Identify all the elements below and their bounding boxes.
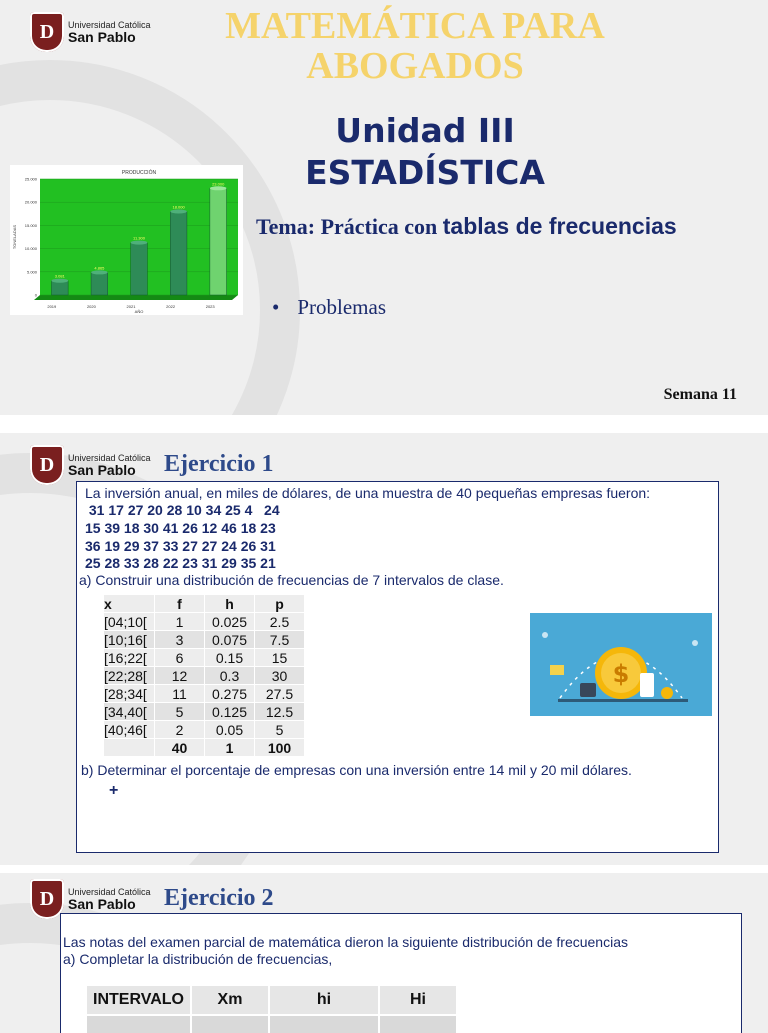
x-tick-label: 2019	[47, 304, 57, 309]
table-row: [10;16[ 3 0.075 7.5	[104, 631, 305, 649]
exercise-box	[60, 913, 742, 1033]
data-label: 18.000	[172, 204, 185, 210]
x-tick-label: 2021	[126, 304, 136, 309]
shield-icon: D	[30, 879, 64, 919]
slide-title	[0, 0, 768, 415]
bar-top	[91, 270, 108, 274]
data-row: 15 39 18 30 41 26 12 46 18 23	[85, 520, 276, 536]
unit-title: Unidad III ESTADÍSTICA	[305, 111, 545, 192]
x-tick-label: 2023	[205, 304, 215, 309]
bar-top	[51, 279, 68, 283]
logo-line2: San Pablo	[68, 28, 136, 45]
shield-icon: D	[30, 445, 64, 485]
bar	[91, 272, 108, 295]
exercise-title: Ejercicio 2	[164, 885, 274, 911]
table-header-row: x f h p	[104, 595, 305, 613]
bar-top	[210, 186, 227, 190]
production-chart	[10, 165, 243, 315]
course-title: MATEMÁTICA PARA ABOGADOS	[225, 5, 605, 87]
logo-line1: Universidad Católica	[68, 452, 151, 463]
logo-line1: Universidad Católica	[68, 886, 151, 897]
table-row	[86, 1015, 457, 1033]
x-tick-label: 2022	[166, 304, 176, 309]
question-a: a) Construir una distribución de frecuencias de 7 intervalos de clase.	[79, 572, 504, 588]
question-a: a) Completar la distribución de frecuencias,	[63, 951, 333, 967]
plot-floor	[34, 292, 238, 300]
university-logo	[30, 12, 151, 52]
plus-icon: +	[109, 782, 119, 799]
table-row: [40;46[ 2 0.05 5	[104, 721, 305, 739]
exercise-intro: La inversión anual, en miles de dólares, de una muestra de 40 pequeñas empresas fueron:	[85, 485, 651, 501]
data-label: 11.300	[133, 235, 145, 241]
data-row: 25 28 33 28 22 23 31 29 35 21	[85, 555, 276, 571]
bar-top	[131, 241, 148, 245]
data-row: 31 17 27 20 28 10 34 25 4 24	[85, 502, 280, 518]
y-tick-label: 25.000	[24, 176, 37, 182]
y-axis-label: TONELADAS	[12, 224, 17, 250]
coin-illustration-icon	[530, 613, 712, 716]
distribution-table	[85, 984, 458, 1033]
table-row: [28;34[ 11 0.275 27.5	[104, 685, 305, 703]
data-label: 23.000	[212, 181, 225, 187]
svg-text:$: $	[612, 660, 630, 688]
bar	[210, 188, 227, 295]
y-tick-label: 5.000	[26, 269, 37, 275]
bullet-item: • Problemas	[272, 295, 387, 319]
x-axis-label: AÑO	[134, 309, 144, 314]
question-b: b) Determinar el porcentaje de empresas con una inversión entre 14 mil y 20 mil dólares.	[81, 762, 632, 778]
week-label: Semana 11	[663, 386, 737, 403]
data-label: 3.081	[54, 273, 65, 279]
table-row: [04;10[ 1 0.025 2.5	[104, 613, 305, 631]
logo-line2: San Pablo	[68, 895, 136, 912]
university-logo	[30, 445, 151, 485]
bar	[170, 211, 187, 295]
table-row: [22;28[ 12 0.3 30	[104, 667, 305, 685]
slide-exercise-1	[0, 433, 768, 865]
bar	[51, 281, 68, 295]
y-tick-label: 0	[34, 292, 37, 298]
y-tick-label: 20.000	[24, 199, 37, 205]
logo-line2: San Pablo	[68, 461, 136, 478]
table-header-row: INTERVALO Xm hi Hi	[86, 985, 457, 1015]
y-tick-label: 10.000	[24, 246, 37, 252]
data-label: 4.865	[94, 265, 105, 271]
exercise-intro: Las notas del examen parcial de matemática dieron la siguiente distribución de frecuencias	[63, 934, 628, 950]
exercise-title: Ejercicio 1	[164, 451, 274, 477]
data-row: 36 19 29 37 33 27 27 24 26 31	[85, 538, 276, 554]
slide-exercise-2	[0, 873, 768, 1033]
logo-line1: Universidad Católica	[68, 19, 151, 30]
bar-chart-svg	[10, 165, 243, 315]
x-tick-label: 2020	[86, 304, 96, 309]
shield-icon: D	[30, 12, 64, 52]
table-row: [16;22[ 6 0.15 15	[104, 649, 305, 667]
topic-line: Tema: Práctica con tablas de frecuencias	[256, 213, 677, 239]
exercise-box	[76, 481, 719, 853]
finance-illustration	[530, 613, 712, 716]
bar-top	[170, 209, 187, 213]
frequency-table	[103, 594, 305, 757]
bar	[131, 243, 148, 295]
table-total-row: 40 1 100	[104, 739, 305, 757]
bullet-icon: •	[272, 295, 280, 319]
y-tick-label: 15.000	[24, 222, 37, 228]
chart-title: PRODUCCIÓN	[121, 170, 157, 176]
table-row: [34,40[ 5 0.125 12.5	[104, 703, 305, 721]
